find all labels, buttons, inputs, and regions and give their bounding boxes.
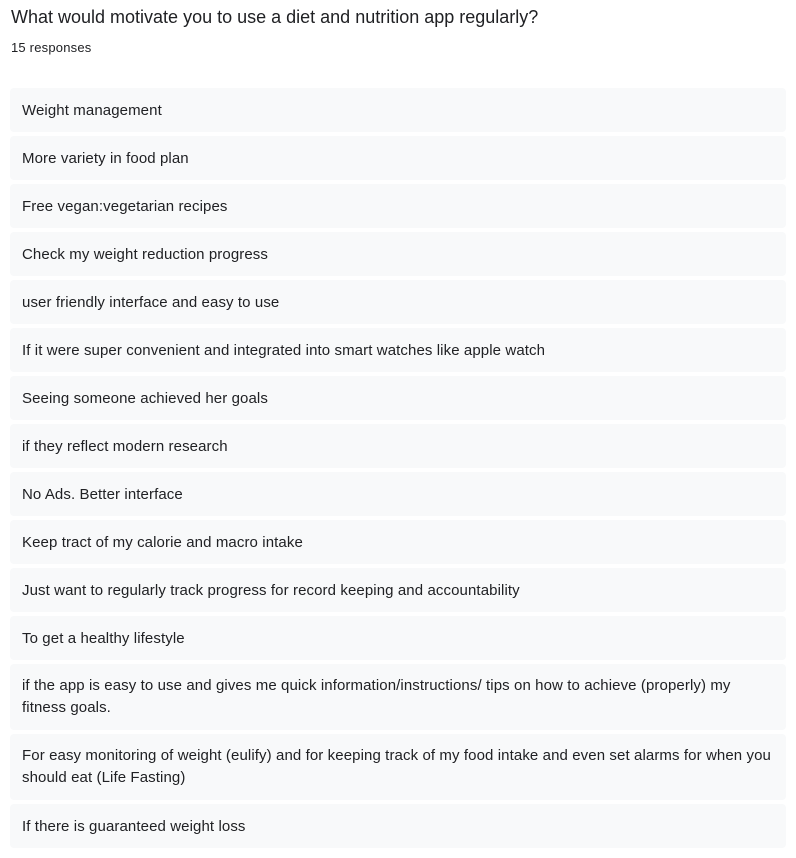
question-title: What would motivate you to use a diet and nutrition app regularly? bbox=[11, 7, 539, 27]
response-item: if they reflect modern research bbox=[10, 424, 786, 468]
response-item: Just want to regularly track progress for record keeping and accountability bbox=[10, 568, 786, 612]
response-item: For easy monitoring of weight (eulify) and for keeping track of my food intake and even set alarms for when you should eat (Life Fasting) bbox=[10, 734, 786, 800]
response-item: Seeing someone achieved her goals bbox=[10, 376, 786, 420]
response-item: If it were super convenient and integrated into smart watches like apple watch bbox=[10, 328, 786, 372]
response-item: Weight management bbox=[10, 88, 786, 132]
response-item: Keep tract of my calorie and macro intake bbox=[10, 520, 786, 564]
response-item: More variety in food plan bbox=[10, 136, 786, 180]
response-item: Free vegan:vegetarian recipes bbox=[10, 184, 786, 228]
response-item: Check my weight reduction progress bbox=[10, 232, 786, 276]
response-count: 15 responses bbox=[11, 40, 92, 55]
response-item: No Ads. Better interface bbox=[10, 472, 786, 516]
response-item: If there is guaranteed weight loss bbox=[10, 804, 786, 848]
response-item: user friendly interface and easy to use bbox=[10, 280, 786, 324]
response-item: To get a healthy lifestyle bbox=[10, 616, 786, 660]
response-item: if the app is easy to use and gives me quick information/instructions/ tips on how to achieve (properly) my fitness goals. bbox=[10, 664, 786, 730]
response-list bbox=[10, 88, 786, 852]
